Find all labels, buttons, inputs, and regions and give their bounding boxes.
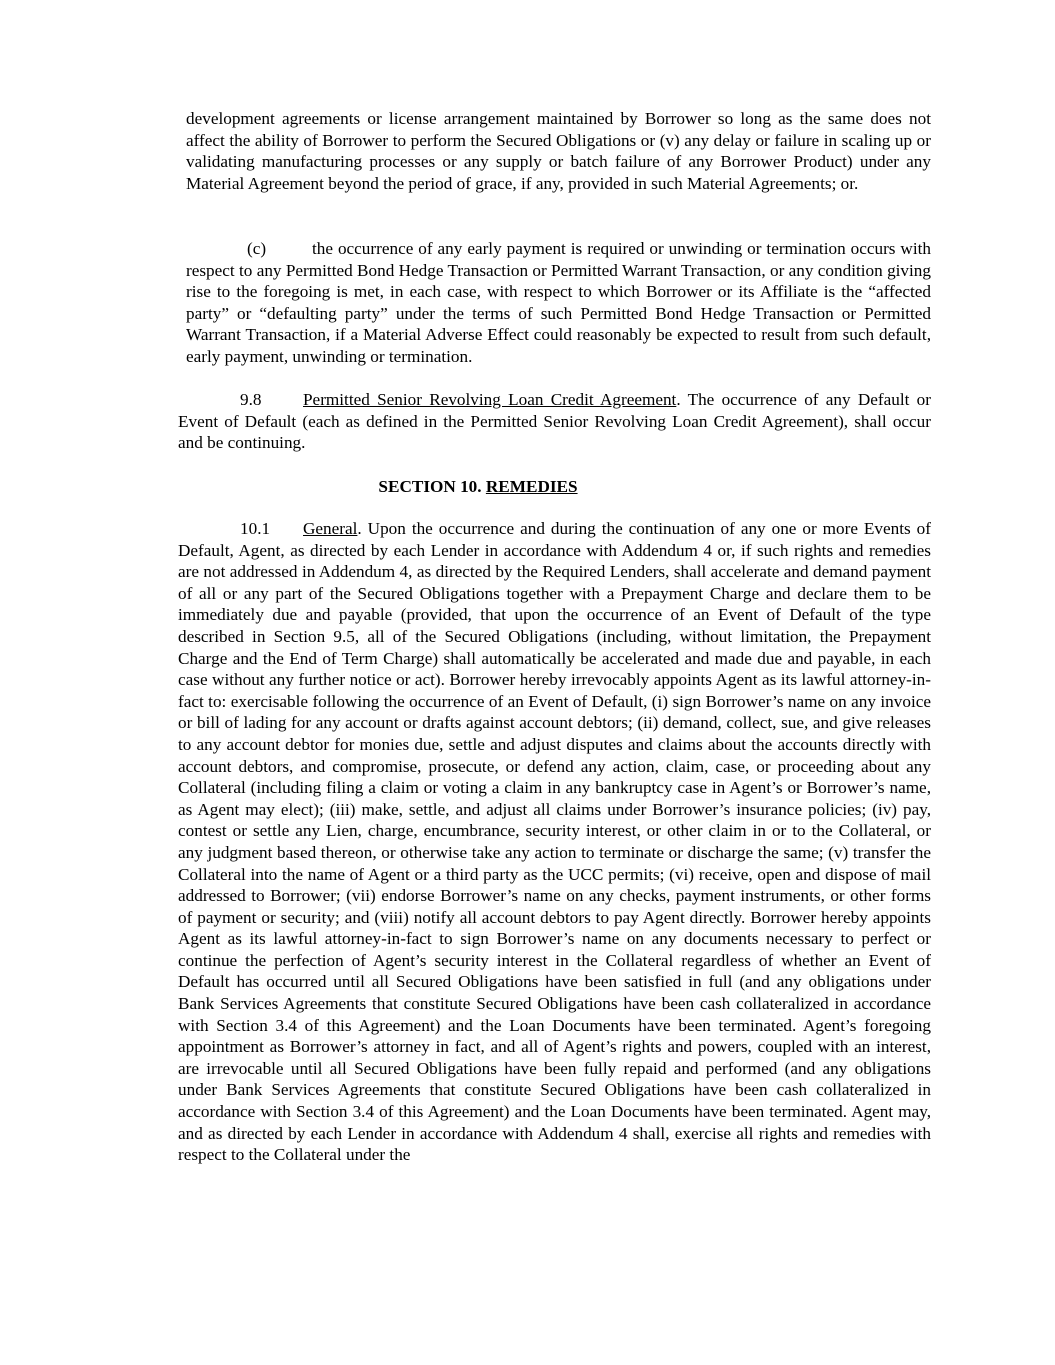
section-9-8-paragraph bbox=[178, 389, 931, 454]
clause-c-label: (c) bbox=[247, 239, 267, 258]
section-10-heading bbox=[178, 476, 778, 498]
section-10-prefix: SECTION 10. bbox=[378, 477, 482, 496]
clause-c-text: the occurrence of any early payment is required or unwinding or termination occurs with respect to any Permitted Bond Hedge Transaction or Permitted Warrant Transaction, or any condition giving rise to the foregoing is met, in each case, with respect to which Borrower or its Affiliate is the “affected party” or “defaulting party” under the terms of such Permitted Bond Hedge Transaction or Permitted Warrant Transaction, if a Material Adverse Effect could reasonably be expected to result from such default, early payment, unwinding or termination. bbox=[186, 239, 931, 366]
section-9-8-title: Permitted Senior Revolving Loan Credit Agreement bbox=[303, 390, 677, 409]
continuation-paragraph: development agreements or license arrangement maintained by Borrower so long as the same does not affect the ability of Borrower to perform the Secured Obligations or (v) any delay or failure in scaling up or validating manufacturing processes or any supply or batch failure of any Borrower Product) under any Material Agreement beyond the period of grace, if any, provided in such Material Agreements; or. bbox=[186, 109, 931, 193]
section-10-1-paragraph bbox=[178, 518, 931, 1166]
section-10-title: REMEDIES bbox=[485, 477, 578, 496]
section-10-1-title: General bbox=[303, 519, 358, 538]
section-10-1-number: 10.1 bbox=[240, 519, 271, 538]
section-9-8-text: . The occurrence of any Default or Event of Default (each as defined in the Permitted Senior Revolving Loan Credit Agreement), shall occur and be continuing. bbox=[178, 390, 931, 453]
clause-c-paragraph bbox=[186, 238, 931, 368]
section-10-1-text: . Upon the occurrence and during the continuation of any one or more Events of Default, Agent, as directed by each Lender in accordance with Addendum 4 or, if such rights and remedies are not addressed in Addendum 4, as directed by the Required Lenders, shall accelerate and demand payment of all or any part of the Secured Obligations together with a Prepayment Charge and declare them to be immediately due and payable (provided, that upon the occurrence of an Event of Default of the type described in Section 9.5, all of the Secured Obligations (including, without limitation, the Prepayment Charge and the End of Term Charge) shall automatically be accelerated and made due and payable, in each case without any further notice or act). Borrower hereby irrevocably appoints Agent as its lawful attorney-in-fact to: exercisable following the occurrence of an Event of Default, (i) sign Borrower’s name on any invoice or bill of lading for any account or drafts against account debtors; (ii) demand, collect, sue, and give releases to any account debtor for monies due, settle and adjust disputes and claims about the accounts directly with account debtors, and compromise, prosecute, or defend any action, claim, case, or proceeding about any Collateral (including filing a claim or voting a claim in any bankruptcy case in Agent’s or Borrower’s name, as Agent may elect); (iii) make, settle, and adjust all claims under Borrower’s insurance policies; (iv) pay, contest or settle any Lien, charge, encumbrance, security interest, or other claim in or to the Collateral, or any judgment based thereon, or otherwise take any action to terminate or discharge the same; (v) transfer the Collateral into the name of Agent or a third party as the UCC permits; (vi) receive, open and dispose of mail addressed to Borrower; (vii) endorse Borrower’s name on any checks, payment instruments, or other forms of payment or security; and (viii) notify all account debtors to pay Agent directly. Borrower hereby appoints Agent as its lawful attorney-in-fact to sign Borrower’s name on any documents necessary to perfect or continue the perfection of Agent’s security interest in the Collateral regardless of whether an Event of Default has occurred until all Secured Obligations have been satisfied in full (and any obligations under Bank Services Agreements that constitute Secured Obligations have been cash collateralized in accordance with Section 3.4 of this Agreement) and the Loan Documents have been terminated. Agent’s foregoing appointment as Borrower’s attorney in fact, and all of Agent’s rights and powers, coupled with an interest, are irrevocable until all Secured Obligations have been fully repaid and performed (and any obligations under Bank Services Agreements that constitute Secured Obligations have been cash collateralized in accordance with Section 3.4 of this Agreement) and the Loan Documents have been terminated. Agent may, and as directed by each Lender in accordance with Addendum 4 shall, exercise all rights and remedies with respect to the Collateral under the bbox=[178, 519, 931, 1165]
section-9-8-number: 9.8 bbox=[240, 390, 262, 409]
